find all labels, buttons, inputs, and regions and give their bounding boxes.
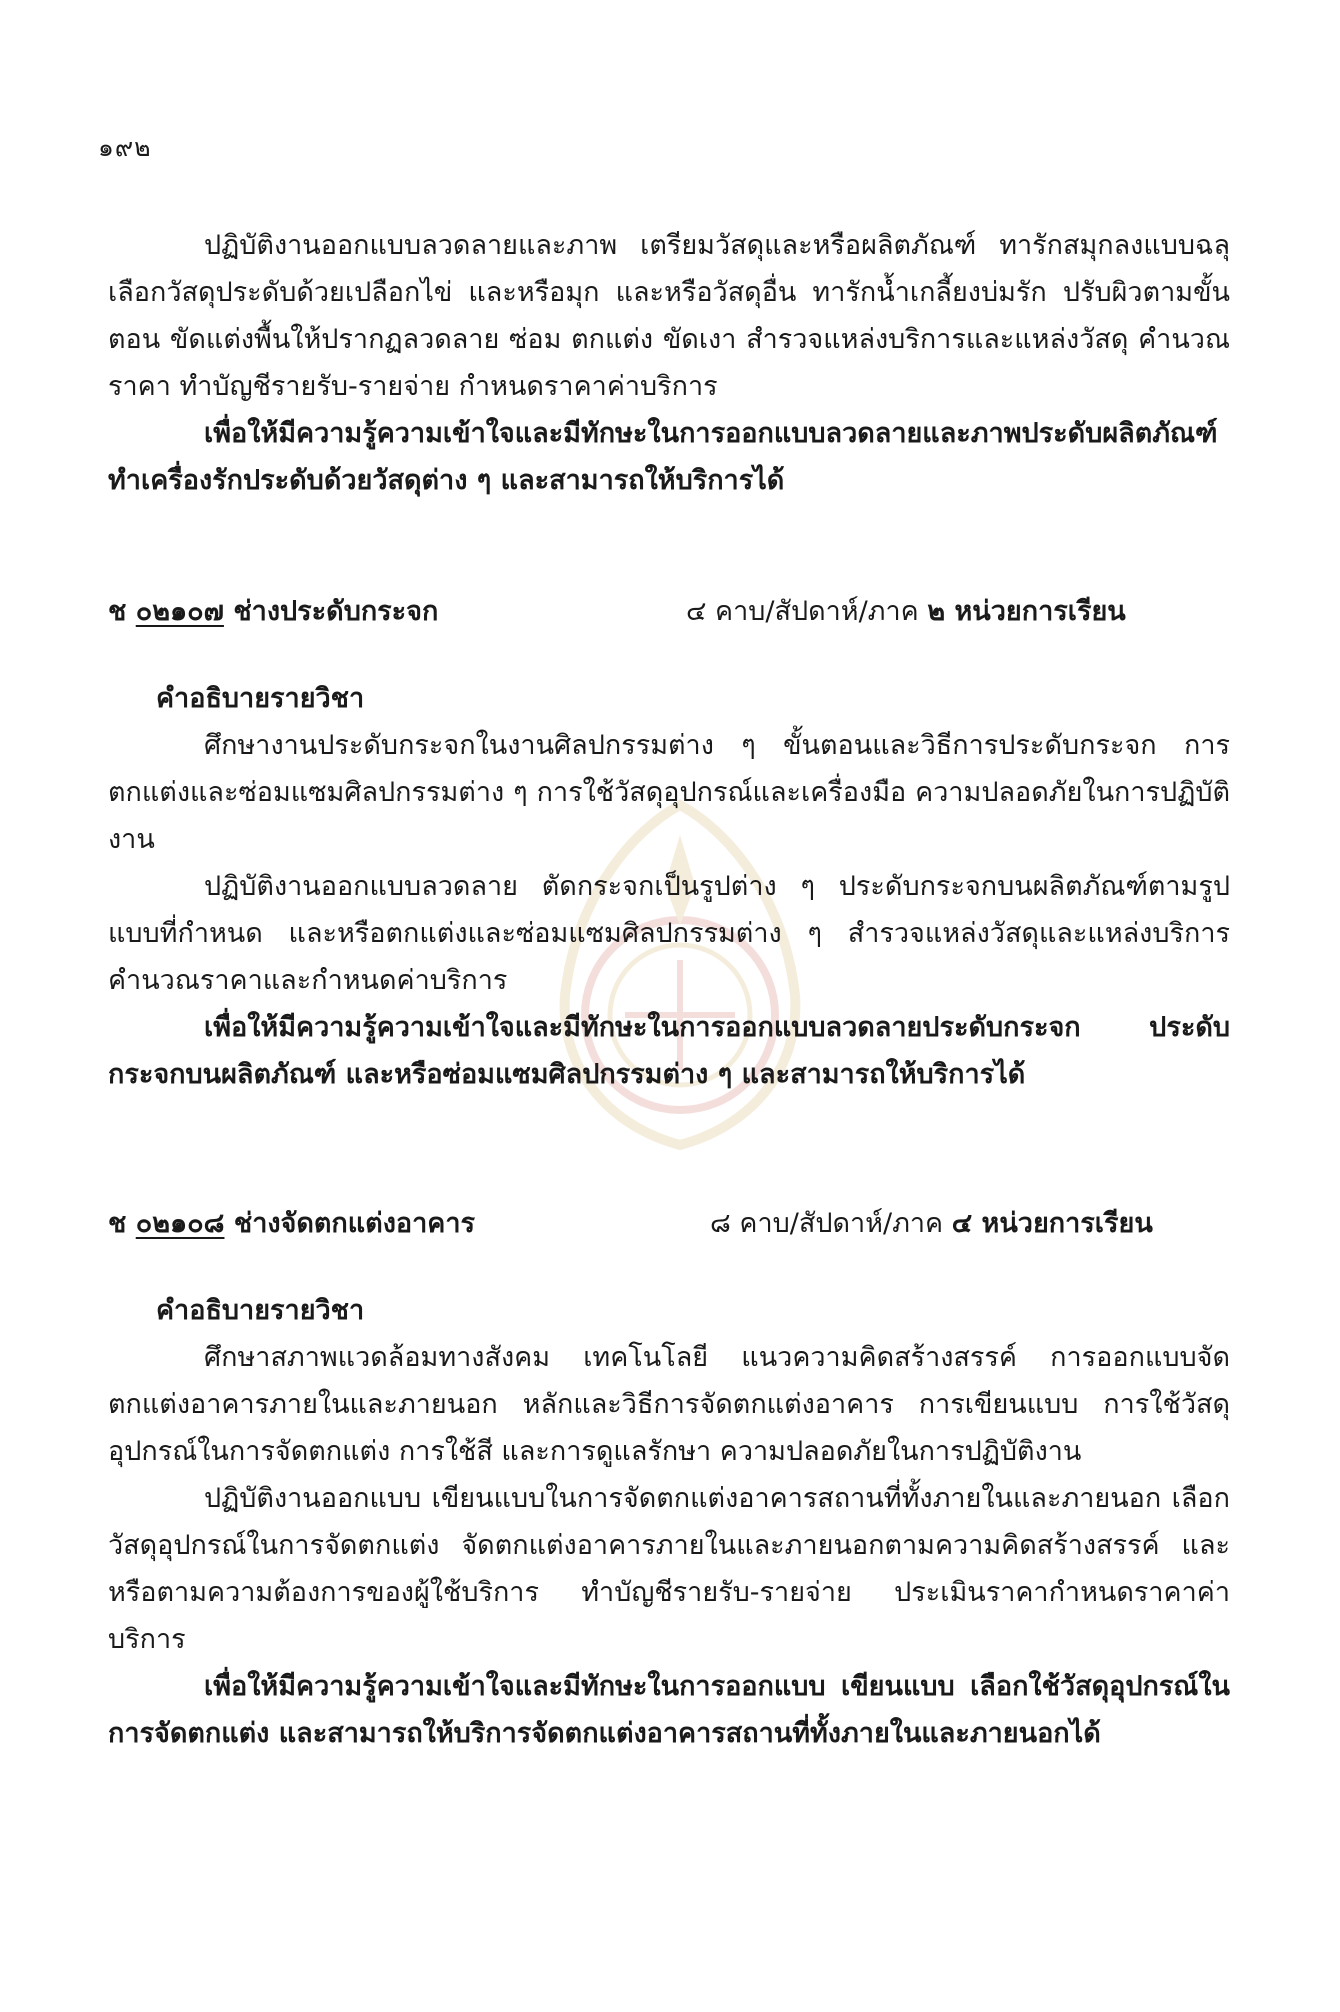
course-study: ศึกษางานประดับกระจกในงานศิลปกรรมต่าง ๆ ขั้นตอนและวิธีการประดับกระจก การตกแต่งและซ่อมแซมศิลปกรรมต่าง ๆ การใช้วัสดุอุปกรณ์และเครื่องมือ ความปลอดภัยในการปฏิบัติงาน [108, 730, 1230, 855]
course-code-and-name [108, 1200, 538, 1247]
course-practice: ปฏิบัติงานออกแบบ เขียนแบบในการจัดตกแต่งอาคารสถานที่ทั้งภายในและภายนอก เลือกวัสดุอุปกรณ์ในการจัดตกแต่ง จัดตกแต่งอาคารภายในและภายนอกตามความคิดสร้างสรรค์ และหรือตามความต้องการของผู้ใช้บริการ ทำบัญชีรายรับ-รายจ่าย ประเมินราคากำหนดราคาค่าบริการ [108, 1483, 1230, 1655]
course-02108 [108, 1200, 1230, 1757]
course-heading [108, 1200, 1230, 1247]
course-hours: ๘ คาบ/สัปดาห์/ภาค [710, 1208, 944, 1239]
course-code-and-name [108, 588, 538, 635]
course-objective: เพื่อให้มีความรู้ความเข้าใจและมีทักษะในการออกแบบลวดลายประดับกระจก ประดับกระจกบนผลิตภัณฑ์ และหรือซ่อมแซมศิลปกรรมต่าง ๆ และสามารถให้บริการได้ [108, 1012, 1230, 1090]
previous-course-continuation [108, 222, 1230, 504]
course-02107 [108, 588, 1230, 1098]
course-code-prefix: ช [108, 1208, 127, 1239]
course-code-prefix: ช [108, 596, 127, 627]
course-hours-credits [686, 588, 1126, 635]
course-description-title: คำอธิบายรายวิชา [156, 1295, 365, 1326]
course-hours-credits [710, 1200, 1153, 1247]
course-hours: ๔ คาบ/สัปดาห์/ภาค [686, 596, 919, 627]
previous-course-practice: ปฏิบัติงานออกแบบลวดลายและภาพ เตรียมวัสดุและหรือผลิตภัณฑ์ ทารักสมุกลงแบบฉลุ เลือกวัสดุประดับด้วยเปลือกไข่ และหรือมุก และหรือวัสดุอื่น ทารักน้ำเกลี้ยงบ่มรัก ปรับผิวตามขั้นตอน ขัดแต่งพื้นให้ปรากฏลวดลาย ซ่อม ตกแต่ง ขัดเงา สำรวจแหล่งบริการและแหล่งวัสดุ คำนวณราคา ทำบัญชีรายรับ-รายจ่าย กำหนดราคาค่าบริการ [108, 230, 1230, 402]
previous-course-objective: เพื่อให้มีความรู้ความเข้าใจและมีทักษะในการออกแบบลวดลายและภาพประดับผลิตภัณฑ์ ทำเครื่องรักประดับด้วยวัสดุต่าง ๆ และสามารถให้บริการได้ [108, 418, 1218, 496]
course-study: ศึกษาสภาพแวดล้อมทางสังคม เทคโนโลยี แนวความคิดสร้างสรรค์ การออกแบบจัดตกแต่งอาคารภายในและภายนอก หลักและวิธีการจัดตกแต่งอาคาร การเขียนแบบ การใช้วัสดุอุปกรณ์ในการจัดตกแต่ง การใช้สี และการดูแลรักษา ความปลอดภัยในการปฏิบัติงาน [108, 1342, 1230, 1467]
course-credits: ๒ หน่วยการเรียน [927, 596, 1126, 627]
course-objective: เพื่อให้มีความรู้ความเข้าใจและมีทักษะในการออกแบบ เขียนแบบ เลือกใช้วัสดุอุปกรณ์ในการจัดตกแต่ง และสามารถให้บริการจัดตกแต่งอาคารสถานที่ทั้งภายในและภายนอกได้ [108, 1671, 1230, 1749]
course-heading [108, 588, 1230, 635]
course-description-title: คำอธิบายรายวิชา [156, 683, 365, 714]
course-practice: ปฏิบัติงานออกแบบลวดลาย ตัดกระจกเป็นรูปต่าง ๆ ประดับกระจกบนผลิตภัณฑ์ตามรูปแบบที่กำหนด และหรือตกแต่งและซ่อมแซมศิลปกรรมต่าง ๆ สำรวจแหล่งวัสดุและแหล่งบริการ คำนวณราคาและกำหนดค่าบริการ [108, 871, 1230, 996]
course-name: ช่างประดับกระจก [233, 596, 439, 627]
page-number: ๑๙๒ [98, 133, 152, 162]
course-credits: ๔ หน่วยการเรียน [951, 1208, 1153, 1239]
course-code-number: ๐๒๑๐๗ [135, 596, 224, 627]
course-code-number: ๐๒๑๐๘ [135, 1208, 225, 1239]
course-name: ช่างจัดตกแต่งอาคาร [233, 1208, 476, 1239]
